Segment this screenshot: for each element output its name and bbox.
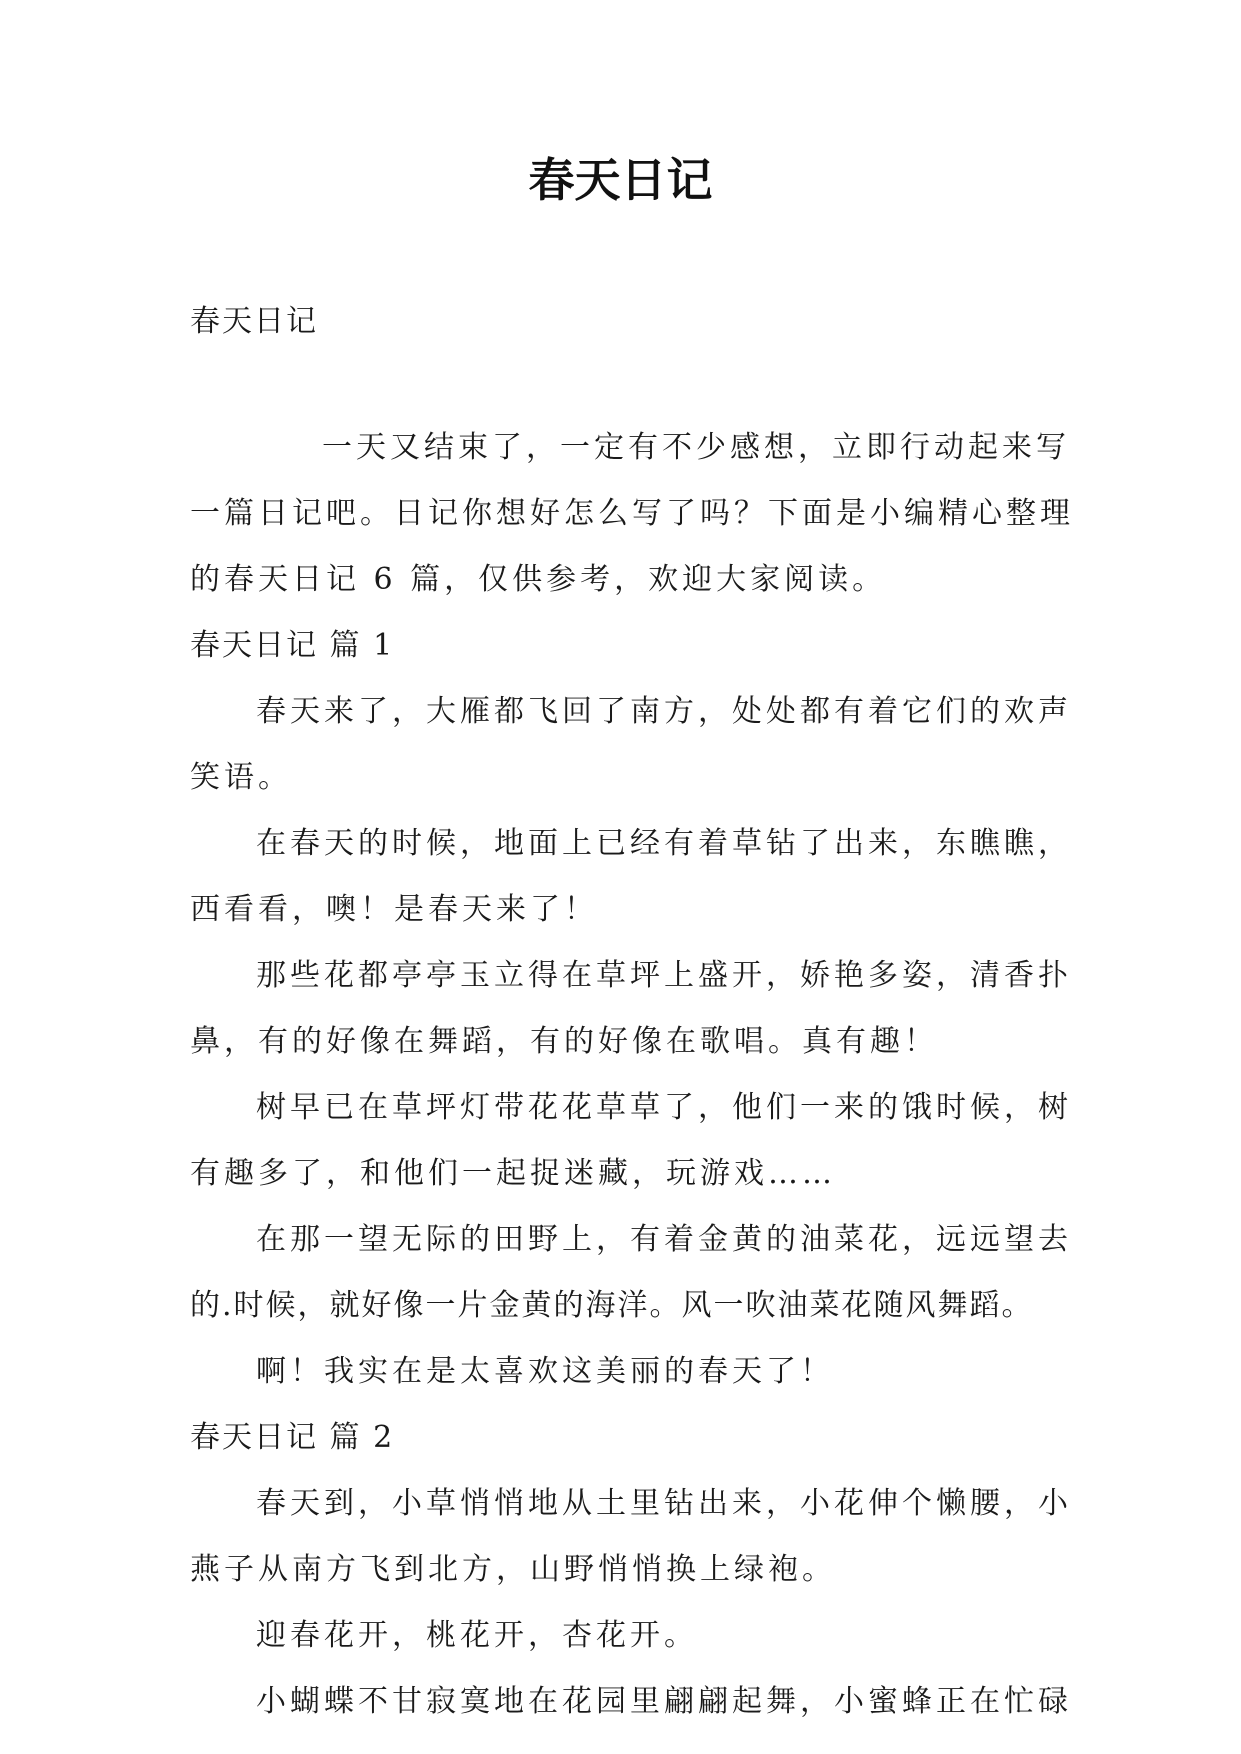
intro-line: 一天又结束了，一定有不少感想，立即行动起来写 xyxy=(322,430,1070,465)
section-1 xyxy=(190,613,1072,1405)
body-line: 鼻，有的好像在舞蹈，有的好像在歌唱。真有趣！ xyxy=(190,1024,938,1059)
document-subtitle: 春天日记 xyxy=(190,304,318,339)
intro-line: 的春天日记 6 篇，仅供参考，欢迎大家阅读。 xyxy=(190,562,887,597)
document-body xyxy=(190,289,1074,1735)
section-2 xyxy=(190,1405,1072,1735)
body-line: 迎春花开，桃花开，杏花开。 xyxy=(256,1618,698,1653)
body-line: 西看看，噢！是春天来了！ xyxy=(190,892,598,927)
body-line: 那些花都亭亭玉立得在草坪上盛开，娇艳多姿，清香扑 xyxy=(256,958,1072,993)
body-line: 有趣多了，和他们一起捉迷藏，玩游戏…… xyxy=(190,1156,836,1191)
intro-paragraph xyxy=(190,415,1074,613)
body-line: 笑语。 xyxy=(190,760,292,795)
intro-line: 一篇日记吧。日记你想好怎么写了吗？下面是小编精心整理 xyxy=(190,496,1074,531)
document-title: 春天日记 xyxy=(528,153,713,207)
body-line: 在那一望无际的田野上，有着金黄的油菜花，远远望去 xyxy=(256,1222,1072,1257)
body-line: 春天到，小草悄悄地从土里钻出来，小花伸个懒腰，小 xyxy=(256,1486,1072,1521)
body-line: 树早已在草坪灯带花花草草了，他们一来的饿时候，树 xyxy=(256,1090,1072,1125)
body-line: 在春天的时候，地面上已经有着草钻了出来，东瞧瞧， xyxy=(256,826,1072,861)
body-line: 燕子从南方飞到北方，山野悄悄换上绿袍。 xyxy=(190,1552,836,1587)
body-line: 啊！我实在是太喜欢这美丽的春天了！ xyxy=(256,1354,834,1389)
section-heading: 春天日记 篇 1 xyxy=(190,628,395,663)
body-line: 的.时候，就好像一片金黄的海洋。风一吹油菜花随风舞蹈。 xyxy=(190,1288,1034,1323)
section-heading: 春天日记 篇 2 xyxy=(190,1420,395,1455)
body-line: 小蝴蝶不甘寂寞地在花园里翩翩起舞，小蜜蜂正在忙碌 xyxy=(256,1684,1072,1719)
body-line: 春天来了，大雁都飞回了南方，处处都有着它们的欢声 xyxy=(256,694,1072,729)
